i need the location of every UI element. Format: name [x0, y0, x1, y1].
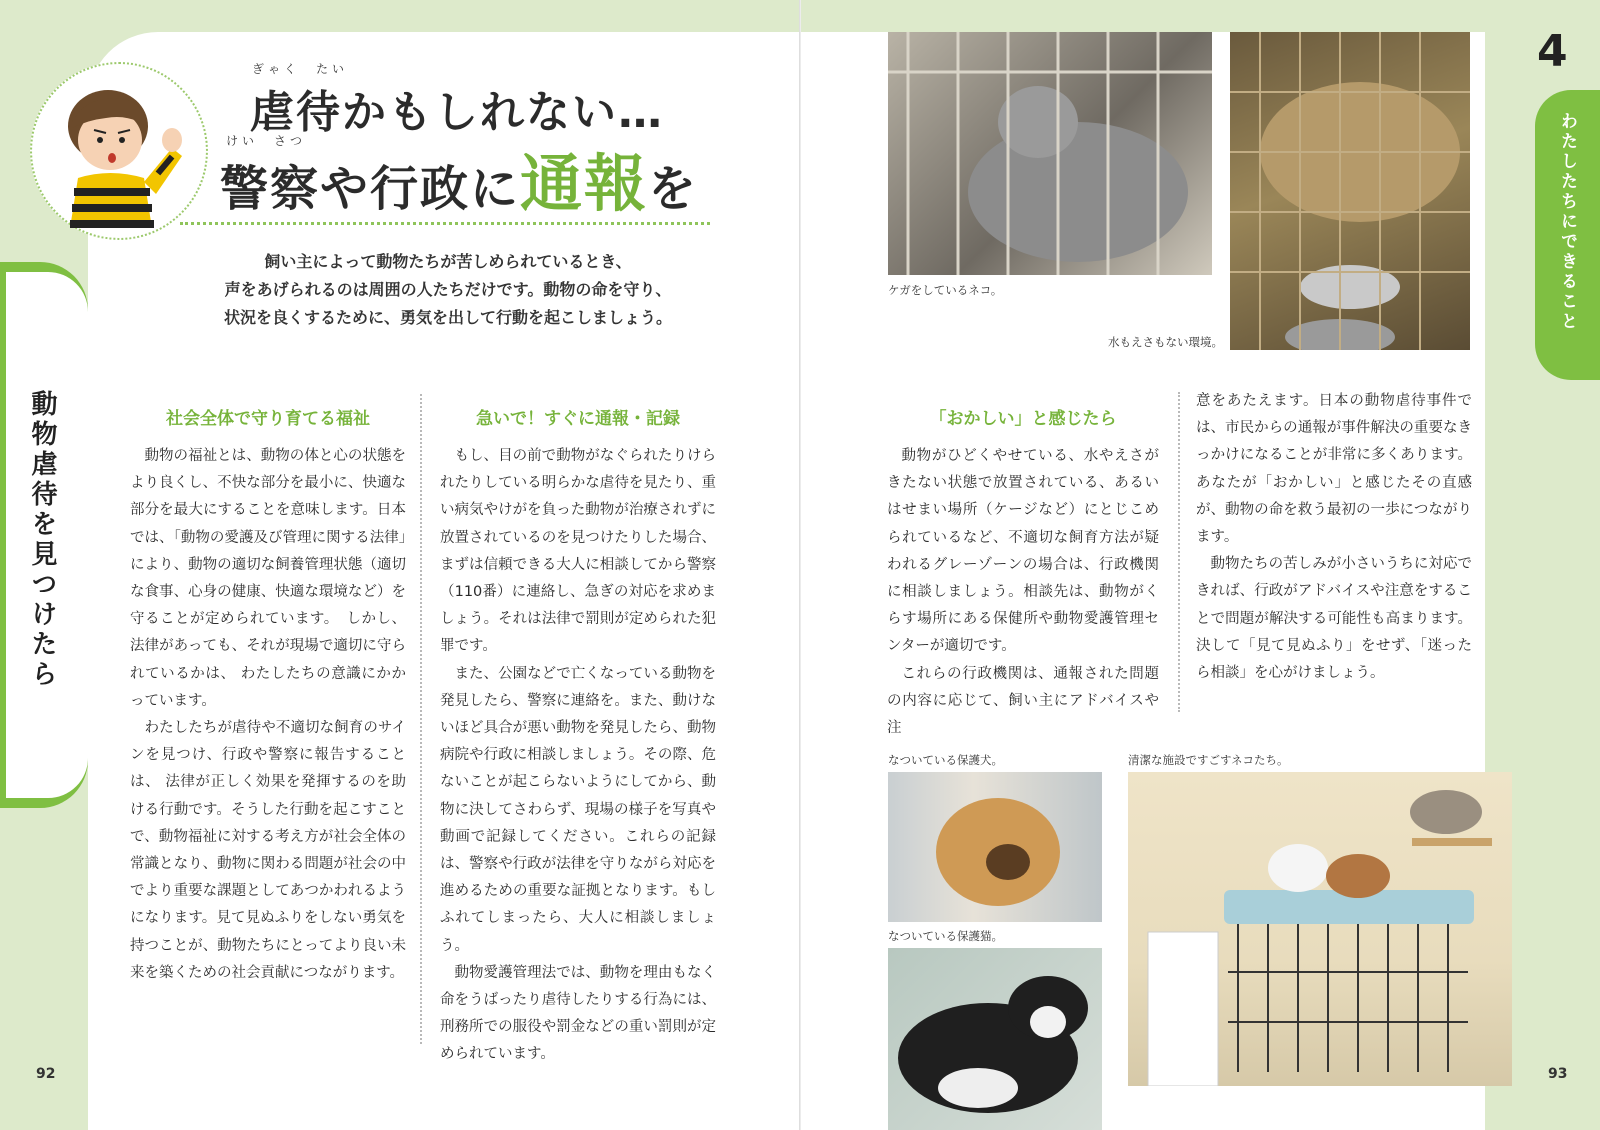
lead-line: 飼い主によって動物たちが苦しめられているとき、	[264, 252, 632, 271]
right-tab-label: わたしたちにできること	[1557, 112, 1577, 332]
title-ruby-keisatsu: けい さつ	[226, 134, 307, 148]
thinking-boy-illustration	[30, 62, 208, 240]
dog-icon	[888, 772, 1102, 922]
title-emphasis-tsuho: 通報	[520, 147, 649, 220]
photo-rescued-dog	[888, 772, 1102, 922]
boy-icon	[48, 78, 194, 228]
caption-injured-cat: ケガをしているネコ。	[888, 283, 1003, 297]
page-number-left: 92	[36, 1066, 56, 1082]
column4-body	[1196, 388, 1472, 687]
page-title-line2	[220, 134, 698, 223]
column1-paragraph: 動物の福祉とは、動物の体と心の状態をより良くし、不快な部分を最小に、快適な部分を最大にすることを意味します。日本では、「動物の愛護及び管理に関する法律」により、動物の適切な飼養管理状態（適切な食事、心身の健康、快適な環境など）を守ることが定められています。 しかし、法律があっても、それが現場で適切に守られているかは、 わたしたちの意識にかかっています。	[130, 448, 406, 709]
column4-paragraph: 意をあたえます。日本の動物虐待事件では、市民からの通報が事件解決の重要なきっかけになることが非常に多くあります。あなたが「おかしい」と感じたその直感が、動物の命を救う最初の一歩につながります。	[1196, 393, 1472, 546]
title-word-mid: や行政に	[320, 161, 521, 217]
column2-paragraph: 動物愛護管理法では、動物を理由もなく命をうばったり虐待したりする行為には、刑務所での服役や罰金などの重い罰則が定められています。	[440, 964, 716, 1063]
chapter-number: 4	[1537, 26, 1568, 77]
left-tab-label: 動物虐待を見つけたら	[27, 390, 57, 690]
column2-paragraph: もし、目の前で動物がなぐられたりけられたりしている明らかな虐待を見たり、重い病気やけがを負った動物が治療されずに放置されているのを見つけたりした場合、まずは信頼できる大人に相談してから警察（110番）に連絡し、急ぎの対応を求めましょう。それは法律で罰則が定められた犯罪です。	[440, 448, 716, 655]
lead-line: 声をあげられるのは周囲の人たちだけです。動物の命を守り、	[224, 280, 672, 299]
photo-neglected-dog	[1230, 32, 1470, 350]
column2-paragraph: また、公園などで亡くなっている動物を発見したら、警察に連絡を。また、動けないほど具合が悪い動物を発見したら、動物病院や行政に相談しましょう。その際、危ないことが起こらないようにしてから、動物に決してさわらず、現場の様子を写真や動画で記録してください。これらの記録は、警察や行政が法律を守りながら対応を進めるための重要な証拠となります。もしふれてしまったら、大人に相談しましょう。	[440, 665, 716, 954]
column3-body	[887, 443, 1159, 742]
cage-grid-icon	[1230, 32, 1470, 350]
title-ruby-gyakutai: ぎゃく たい	[252, 62, 349, 76]
title-word-keisatsu: 警察	[220, 161, 321, 217]
column2-heading: 急いで！すぐに通報・記録	[476, 409, 680, 429]
column3-paragraph: これらの行政機関は、通報された問題の内容に応じて、飼い主にアドバイスや注	[887, 665, 1159, 737]
column1-paragraph: わたしたちが虐待や不適切な飼育のサインを見つけ、行政や警察に報告することは、 法律が正しく効果を発揮するのを助ける行動です。そうした行動を起こすことで、動物福祉に対する考え方が社会全体の常識となり、動物に関わる問題が社会の中でより重要な課題としてあつかわれるようになります。見て見ぬふりをしない勇気を持つことが、動物たちにとってより良い未来を築くための社会貢献につながります。	[130, 720, 406, 981]
page-title-line1: 虐待かもしれない…	[250, 87, 664, 138]
photo-rescued-cat	[888, 948, 1102, 1130]
page-number-right: 93	[1548, 1066, 1568, 1082]
column2-body	[440, 443, 716, 1069]
caption-cat: なついている保護猫。	[888, 929, 1003, 943]
lead-paragraph	[178, 248, 718, 332]
book-gutter	[799, 0, 801, 1130]
cat-icon	[888, 948, 1102, 1130]
title-word-post: を	[648, 161, 699, 217]
column3-heading: 「おかしい」と感じたら	[929, 409, 1117, 429]
photo-injured-cat	[888, 32, 1212, 275]
photo-cats-facility	[1128, 772, 1512, 1086]
column4-paragraph: 動物たちの苦しみが小さいうちに対応できれば、行政がアドバイスや注意をすることで問題が解決する可能性も高まります。決して「見て見ぬふり」をせず、「迷ったら相談」を心がけましょう。	[1196, 556, 1472, 682]
cat-tower-icon	[1128, 772, 1512, 1086]
column-separator	[420, 394, 422, 1044]
caption-clean-facility: 清潔な施設ですごすネコたち。	[1128, 753, 1289, 767]
column3-paragraph: 動物がひどくやせている、水やえさがきたない状態で放置されている、あるいはせまい場所（ケージなど）にとじこめられているなど、不適切な飼育方法が疑われるグレーゾーンの場合は、行政機関に相談しましょう。相談先は、動物がくらす場所にある保健所や動物愛護管理センターが適切です。	[887, 448, 1159, 655]
caption-no-water: 水もえさもない環境。	[1108, 335, 1223, 349]
column1-heading: 社会全体で守り育てる福祉	[166, 409, 370, 429]
lead-line: 状況を良くするために、勇気を出して行動を起こしましょう。	[223, 308, 672, 327]
caption-dog: なついている保護犬。	[888, 753, 1003, 767]
left-chapter-tab	[0, 262, 88, 808]
cage-bars-icon	[888, 32, 1212, 275]
column1-body	[130, 443, 406, 987]
title-divider	[180, 222, 710, 225]
column-separator	[1178, 392, 1180, 712]
